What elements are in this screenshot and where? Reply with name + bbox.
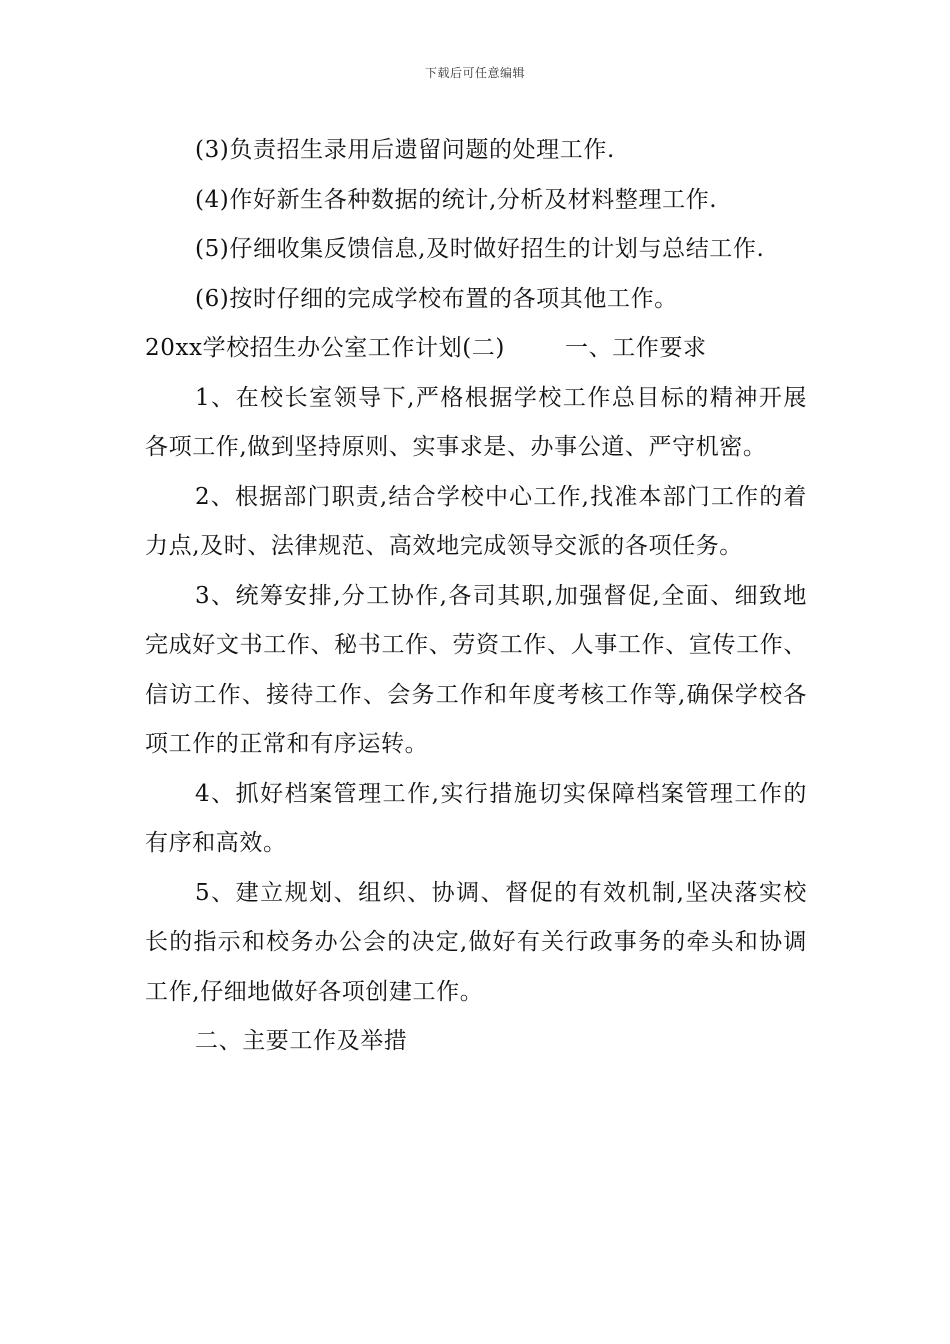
section-heading-main-work: 二、主要工作及举措	[195, 1028, 408, 1054]
page-header: 下载后可任意编辑	[424, 66, 525, 80]
paragraph-item-6: (6)按时仔细的完成学校布置的各项其他工作。	[195, 285, 678, 312]
document-title	[145, 324, 807, 374]
section-heading-requirements: 一、工作要求	[564, 335, 707, 361]
paragraph-item-3: (3)负责招生录用后遗留问题的处理工作.	[195, 137, 615, 163]
requirement-paragraph-2: 2、根据部门职责,结合学校中心工作,找准本部门工作的着力点,及时、法律规范、高效地完成领导交派的各项任务。	[145, 483, 807, 559]
requirement-paragraph-3: 3、统筹安排,分工协作,各司其职,加强督促,全面、细致地完成好文书工作、秘书工作、劳资工作、人事工作、宣传工作、信访工作、接待工作、会务工作和年度考核工作等,确保学校各项工作的正常和有序运转。	[145, 582, 807, 757]
requirement-paragraph-4: 4、抓好档案管理工作,实行措施切实保障档案管理工作的有序和高效。	[145, 780, 807, 856]
paragraph-item-4: (4)作好新生各种数据的统计,分析及材料整理工作.	[195, 186, 718, 213]
document-body	[145, 126, 807, 1067]
requirement-paragraph-5: 5、建立规划、组织、协调、督促的有效机制,坚决落实校长的指示和校务办公会的决定,做好有关行政事务的牵头和协调工作,仔细地做好各项创建工作。	[145, 879, 807, 1005]
title-main: 20xx学校招生办公室工作计划(二)	[145, 335, 505, 361]
paragraph-item-5: (5)仔细收集反馈信息,及时做好招生的计划与总结工作.	[195, 236, 765, 262]
requirement-paragraph-1: 1、在校长室领导下,严格根据学校工作总目标的精神开展各项工作,做到坚持原则、实事求是、办事公道、严守机密。	[145, 384, 807, 460]
